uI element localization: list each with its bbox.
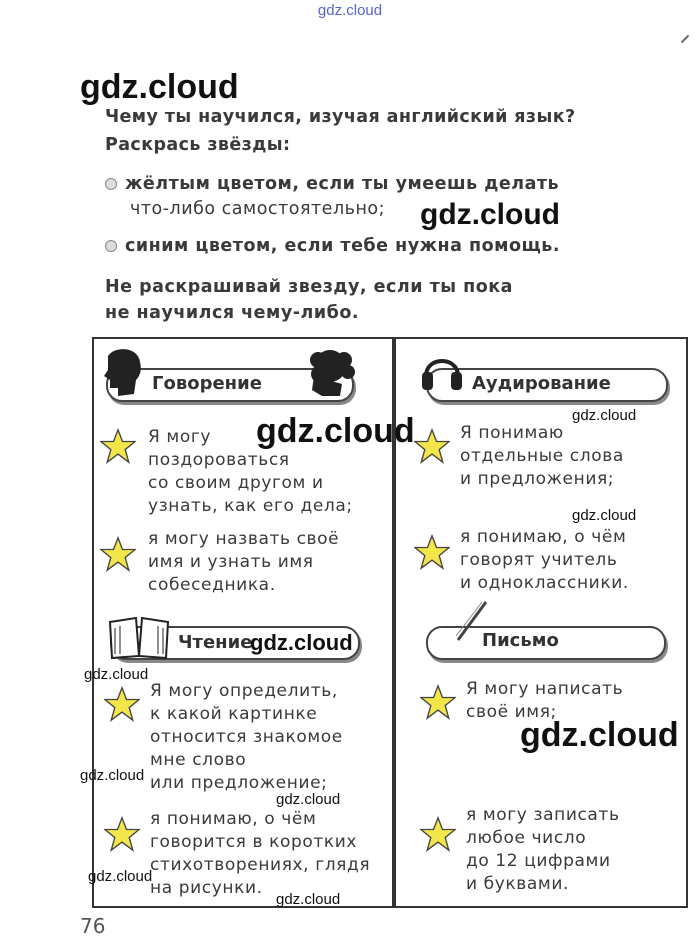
bullet-yellow: жёлтым цветом, если ты умеешь делать bbox=[105, 174, 559, 194]
watermark-9: gdz.cloud bbox=[276, 791, 341, 808]
headphones-icon bbox=[420, 348, 464, 394]
reading-item-1: Я могу определить, к какой картинке относится знакомое мне слово или предложение; bbox=[150, 681, 343, 793]
watermark-10: gdz.cloud bbox=[88, 868, 153, 885]
star-icon[interactable] bbox=[104, 816, 140, 852]
speaking-head-icon bbox=[100, 346, 146, 402]
listening-title: Аудирование bbox=[472, 373, 611, 394]
writing-title: Письмо bbox=[482, 630, 559, 651]
speaking-item-1: Я могу поздороваться со своим другом и узнать, как его дела; bbox=[148, 427, 353, 516]
star-icon[interactable] bbox=[414, 534, 450, 570]
writing-item-1: Я могу написать своё имя; bbox=[466, 679, 624, 722]
star-icon[interactable] bbox=[420, 816, 456, 852]
star-icon[interactable] bbox=[100, 536, 136, 572]
reading-title: Чтение bbox=[178, 632, 253, 653]
bullet-dot bbox=[105, 240, 117, 252]
bullet-yellow-cont: что-либо самостоятельно; bbox=[130, 199, 385, 219]
bullet-blue: синим цветом, если тебе нужна помощь. bbox=[105, 236, 560, 256]
bullet-dot bbox=[105, 178, 117, 190]
speaking-title: Говорение bbox=[152, 373, 262, 394]
watermark-1: gdz.cloud bbox=[80, 68, 239, 106]
reading-item-2: я понимаю, о чём говорится в коротких стихотворениях, глядя на рисунки. bbox=[150, 809, 371, 898]
star-icon[interactable] bbox=[414, 428, 450, 464]
task-heading bbox=[105, 104, 576, 158]
speaking-curly-head-icon bbox=[300, 346, 358, 404]
heading-question: Чему ты научился, изучая английский язык? bbox=[105, 107, 576, 127]
writing-item-2: я могу записать любое число до 12 цифрами и буквами. bbox=[466, 805, 620, 894]
watermark-8: gdz.cloud bbox=[80, 767, 145, 784]
top-watermark: gdz.cloud bbox=[317, 2, 383, 19]
watermark-5: gdz.cloud bbox=[572, 507, 637, 524]
watermark-12: gdz.cloud bbox=[520, 716, 679, 754]
watermark-6: gdz.cloud bbox=[250, 630, 353, 655]
listening-item-1: Я понимаю отдельные слова и предложения; bbox=[460, 423, 624, 489]
watermark-3: gdz.cloud bbox=[256, 412, 415, 450]
watermark-7: gdz.cloud bbox=[84, 666, 149, 683]
watermark-2: gdz.cloud bbox=[420, 198, 560, 231]
star-icon[interactable] bbox=[104, 686, 140, 722]
star-icon[interactable] bbox=[100, 428, 136, 464]
listening-item-2: я понимаю, о чём говорят учитель и одноклассники. bbox=[460, 527, 629, 593]
watermark-11: gdz.cloud bbox=[276, 891, 341, 908]
note: Не раскрашивай звезду, если ты пока не научился чему-либо. bbox=[105, 277, 513, 323]
speaking-item-2: я могу назвать своё имя и узнать имя собеседника. bbox=[148, 529, 340, 595]
star-icon[interactable] bbox=[420, 684, 456, 720]
watermark-4: gdz.cloud bbox=[572, 407, 637, 424]
open-book-icon bbox=[106, 612, 172, 662]
corner-mark bbox=[681, 35, 689, 43]
page-number: 76 bbox=[80, 914, 106, 938]
heading-instruction: Раскрась звёзды: bbox=[105, 135, 291, 155]
